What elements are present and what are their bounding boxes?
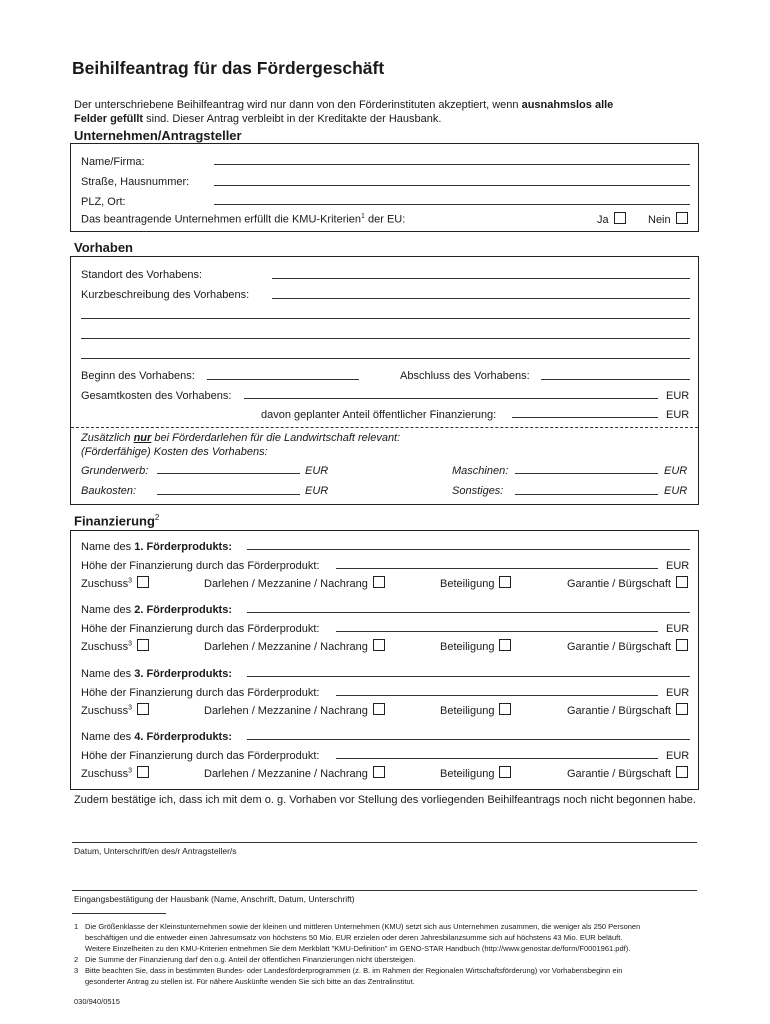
signature-field[interactable] [72,842,697,843]
product-number: 2. [134,604,144,616]
product-amount-label: Höhe der Finanzierung durch das Förderprodukt: [81,560,320,572]
build-eur: EUR [305,485,329,497]
footnote-1-line-3: Weitere Einzelheiten zu den KMU-Kriterien entnehmen Sie dem Merkblatt "KMU-Definition" im GENO-STAR Handbuch (http://www.genostar.de/form/F0001961.pdf). [85,944,631,953]
grant-sup: 3 [128,577,132,585]
street-label: Straße, Hausnummer: [81,176,190,188]
footnote-2-number: 2 [74,955,79,964]
guarantee-checkbox[interactable] [676,576,688,588]
form-code: 030/940/0515 [74,997,120,1006]
product-name-label [81,604,232,616]
equity-option [440,576,511,590]
product-name-prefix: Name des [81,541,135,553]
project-heading: Vorhaben [74,240,133,255]
guarantee-option [567,639,688,653]
end-field[interactable] [541,379,690,380]
guarantee-checkbox[interactable] [676,639,688,651]
financing-heading-text: Finanzierung [74,513,155,529]
bank-field[interactable] [72,890,697,891]
desc-line-2[interactable] [81,318,690,319]
equity-checkbox[interactable] [499,703,511,715]
product-name-label [81,731,232,743]
grant-sup: 3 [128,767,132,775]
signature-label: Datum, Unterschrift/en des/r Antragsteller/s [74,846,237,856]
product-amount-eur: EUR [666,623,690,635]
financing-sup: 2 [154,513,160,522]
footnote-divider [72,913,166,914]
public-field[interactable] [512,417,658,418]
guarantee-checkbox[interactable] [676,766,688,778]
other-field[interactable] [515,494,658,495]
footnote-3-number: 3 [74,966,79,975]
loan-option [204,766,385,780]
loan-label: Darlehen / Mezzanine / Nachrang [204,768,368,780]
machines-field[interactable] [515,473,658,474]
equity-option [440,766,511,780]
bank-label: Eingangsbestätigung der Hausbank (Name, Anschrift, Datum, Unterschrift) [74,894,355,904]
footnote-1 [85,921,725,954]
agri-note [81,432,400,444]
kmu-no [648,212,688,226]
public-eur: EUR [666,409,690,421]
machines-label: Maschinen: [452,465,509,477]
desc-line-4[interactable] [81,358,690,359]
product-name-field[interactable] [247,612,690,613]
location-label: Standort des Vorhabens: [81,269,203,281]
product-name-field[interactable] [247,739,690,740]
project-box [70,256,699,505]
divider [71,427,698,428]
grant-label: Zuschuss [81,578,129,590]
product-amount-field[interactable] [336,758,658,759]
start-field[interactable] [207,379,359,380]
kmu-sup: 1 [361,213,365,220]
footnote-1-line-2: beschäftigen und die entweder einen Jahresumsatz von höchstens 50 Mio. EUR erzielen oder deren Jahresbilanzsumme sich auf höchstens 43 Mio. EUR beläuft. [85,933,623,942]
grant-checkbox[interactable] [137,766,149,778]
page-title: Beihilfeantrag für das Fördergeschäft [72,58,385,78]
product-name-prefix: Name des [81,731,135,743]
kmu-text: Das beantragende Unternehmen erfüllt die KMU-Kriterien [81,213,362,226]
kmu-suffix: der EU: [364,213,406,226]
company-heading: Unternehmen/Antragsteller [74,128,242,143]
product-name-prefix: Name des [81,668,135,680]
product-amount-field[interactable] [336,631,658,632]
grant-checkbox[interactable] [137,639,149,651]
desc-label: Kurzbeschreibung des Vorhabens: [81,289,250,301]
product-amount-label: Höhe der Finanzierung durch das Förderprodukt: [81,623,320,635]
agri-note-2: (Förderfähige) Kosten des Vorhabens: [81,446,268,458]
total-label: Gesamtkosten des Vorhabens: [81,390,232,402]
equity-label: Beteiligung [440,641,495,653]
company-box [70,143,699,232]
loan-checkbox[interactable] [373,703,385,715]
product-name-field[interactable] [247,676,690,677]
grant-label: Zuschuss [81,705,129,717]
product-amount-eur: EUR [666,687,690,699]
product-name-label [81,668,232,680]
end-label: Abschluss des Vorhabens: [400,370,530,382]
product-block-2 [71,604,698,664]
guarantee-option [567,703,688,717]
confirm-text: Zudem bestätige ich, dass ich mit dem o. g. Vorhaben vor Stellung des vorliegenden Beihilfeantrags noch nicht begonnen habe. [74,794,696,806]
desc-field[interactable] [272,298,690,299]
grant-checkbox[interactable] [137,703,149,715]
grant-option [81,576,149,590]
grant-checkbox[interactable] [137,576,149,588]
guarantee-label: Garantie / Bürgschaft [567,705,671,717]
loan-checkbox[interactable] [373,766,385,778]
product-name-prefix: Name des [81,604,135,616]
name-label: Name/Firma: [81,156,145,168]
other-eur: EUR [664,485,688,497]
product-block-3 [71,668,698,728]
location-field[interactable] [272,278,690,279]
total-eur: EUR [666,390,690,402]
equity-label: Beteiligung [440,578,495,590]
footnote-3 [85,965,725,987]
product-name-suffix: Förderprodukts: [143,541,233,553]
start-label: Beginn des Vorhabens: [81,370,195,382]
grant-option [81,766,149,780]
guarantee-option [567,766,688,780]
intro-bold-2: Felder gefüllt [74,113,144,125]
equity-label: Beteiligung [440,768,495,780]
guarantee-label: Garantie / Bürgschaft [567,578,671,590]
loan-label: Darlehen / Mezzanine / Nachrang [204,578,368,590]
kmu-label [81,213,405,226]
footnote-1-line-1: Die Größenklasse der Kleinstunternehmen sowie der kleinen und mittleren Unternehmen (KMU) setzt sich aus Unternehmen zusammen, die weniger als 250 Personen [85,922,641,931]
equity-option [440,703,511,717]
no-label: Nein [648,214,671,226]
desc-line-3[interactable] [81,338,690,339]
product-name-suffix: Förderprodukts: [143,668,233,680]
footnote-1-number: 1 [74,922,79,931]
product-block-4 [71,731,698,791]
public-label: davon geplanter Anteil öffentlicher Finanzierung: [261,409,497,421]
loan-label: Darlehen / Mezzanine / Nachrang [204,641,368,653]
loan-option [204,576,385,590]
loan-option [204,703,385,717]
total-field[interactable] [244,398,658,399]
product-number: 4. [134,731,144,743]
product-number: 1. [134,541,144,553]
intro-bold: ausnahmslos alle [521,99,614,111]
land-eur: EUR [305,465,329,477]
land-label: Grunderwerb: [81,465,149,477]
product-block-1 [71,541,698,601]
financing-box [70,530,699,790]
yes-label: Ja [597,214,609,226]
product-amount-label: Höhe der Finanzierung durch das Förderprodukt: [81,750,320,762]
guarantee-label: Garantie / Bürgschaft [567,641,671,653]
equity-checkbox[interactable] [499,576,511,588]
grant-sup: 3 [128,704,132,712]
product-amount-field[interactable] [336,568,658,569]
loan-label: Darlehen / Mezzanine / Nachrang [204,705,368,717]
name-field[interactable] [214,164,690,165]
product-amount-field[interactable] [336,695,658,696]
grant-option [81,703,149,717]
loan-checkbox[interactable] [373,576,385,588]
kmu-yes-checkbox[interactable] [614,212,626,224]
build-label: Baukosten: [81,485,137,497]
build-field[interactable] [157,494,300,495]
loan-checkbox[interactable] [373,639,385,651]
product-name-field[interactable] [247,549,690,550]
street-field[interactable] [214,185,690,186]
guarantee-option [567,576,688,590]
product-amount-eur: EUR [666,750,690,762]
guarantee-label: Garantie / Bürgschaft [567,768,671,780]
product-number: 3. [134,668,144,680]
product-name-suffix: Förderprodukts: [143,604,233,616]
grant-label: Zuschuss [81,641,129,653]
product-amount-eur: EUR [666,560,690,572]
equity-option [440,639,511,653]
guarantee-checkbox[interactable] [676,703,688,715]
intro-part-2: sind. Dieser Antrag verbleibt in der Kreditakte der Hausbank. [143,113,442,125]
city-label: PLZ, Ort: [81,196,126,208]
footnote-2: Die Summe der Finanzierung darf den o.g. Anteil der öffentlichen Finanzierungen nicht übersteigen. [85,955,416,964]
other-label: Sonstiges: [452,485,504,497]
kmu-no-checkbox[interactable] [676,212,688,224]
equity-checkbox[interactable] [499,766,511,778]
loan-option [204,639,385,653]
agri-note-nur: nur [133,432,152,444]
financing-heading [74,513,159,528]
grant-sup: 3 [128,640,132,648]
footnote-3-line-2: gesonderter Antrag zu stellen ist. Für nähere Auskünfte wenden Sie sich bitte an das Zentralinstitut. [85,977,415,986]
grant-option [81,639,149,653]
agri-note-a: Zusätzlich [81,432,134,444]
kmu-yes [597,212,626,226]
city-field[interactable] [214,204,690,205]
intro-text [74,98,694,126]
agri-note-b: bei Förderdarlehen für die Landwirtschaft relevant: [151,432,401,444]
land-field[interactable] [157,473,300,474]
grant-label: Zuschuss [81,768,129,780]
machines-eur: EUR [664,465,688,477]
equity-label: Beteiligung [440,705,495,717]
footnote-3-line-1: Bitte beachten Sie, dass in bestimmten Bundes- oder Landesförderprogrammen (z. B. im Rahmen der Regionalen Wirtschaftsförderung) vor Vorhabensbeginn ein [85,966,623,975]
product-name-suffix: Förderprodukts: [143,731,233,743]
equity-checkbox[interactable] [499,639,511,651]
product-name-label [81,541,232,553]
product-amount-label: Höhe der Finanzierung durch das Förderprodukt: [81,687,320,699]
intro-part: Der unterschriebene Beihilfeantrag wird nur dann von den Förderinstituten akzeptiert, wenn [74,99,522,111]
